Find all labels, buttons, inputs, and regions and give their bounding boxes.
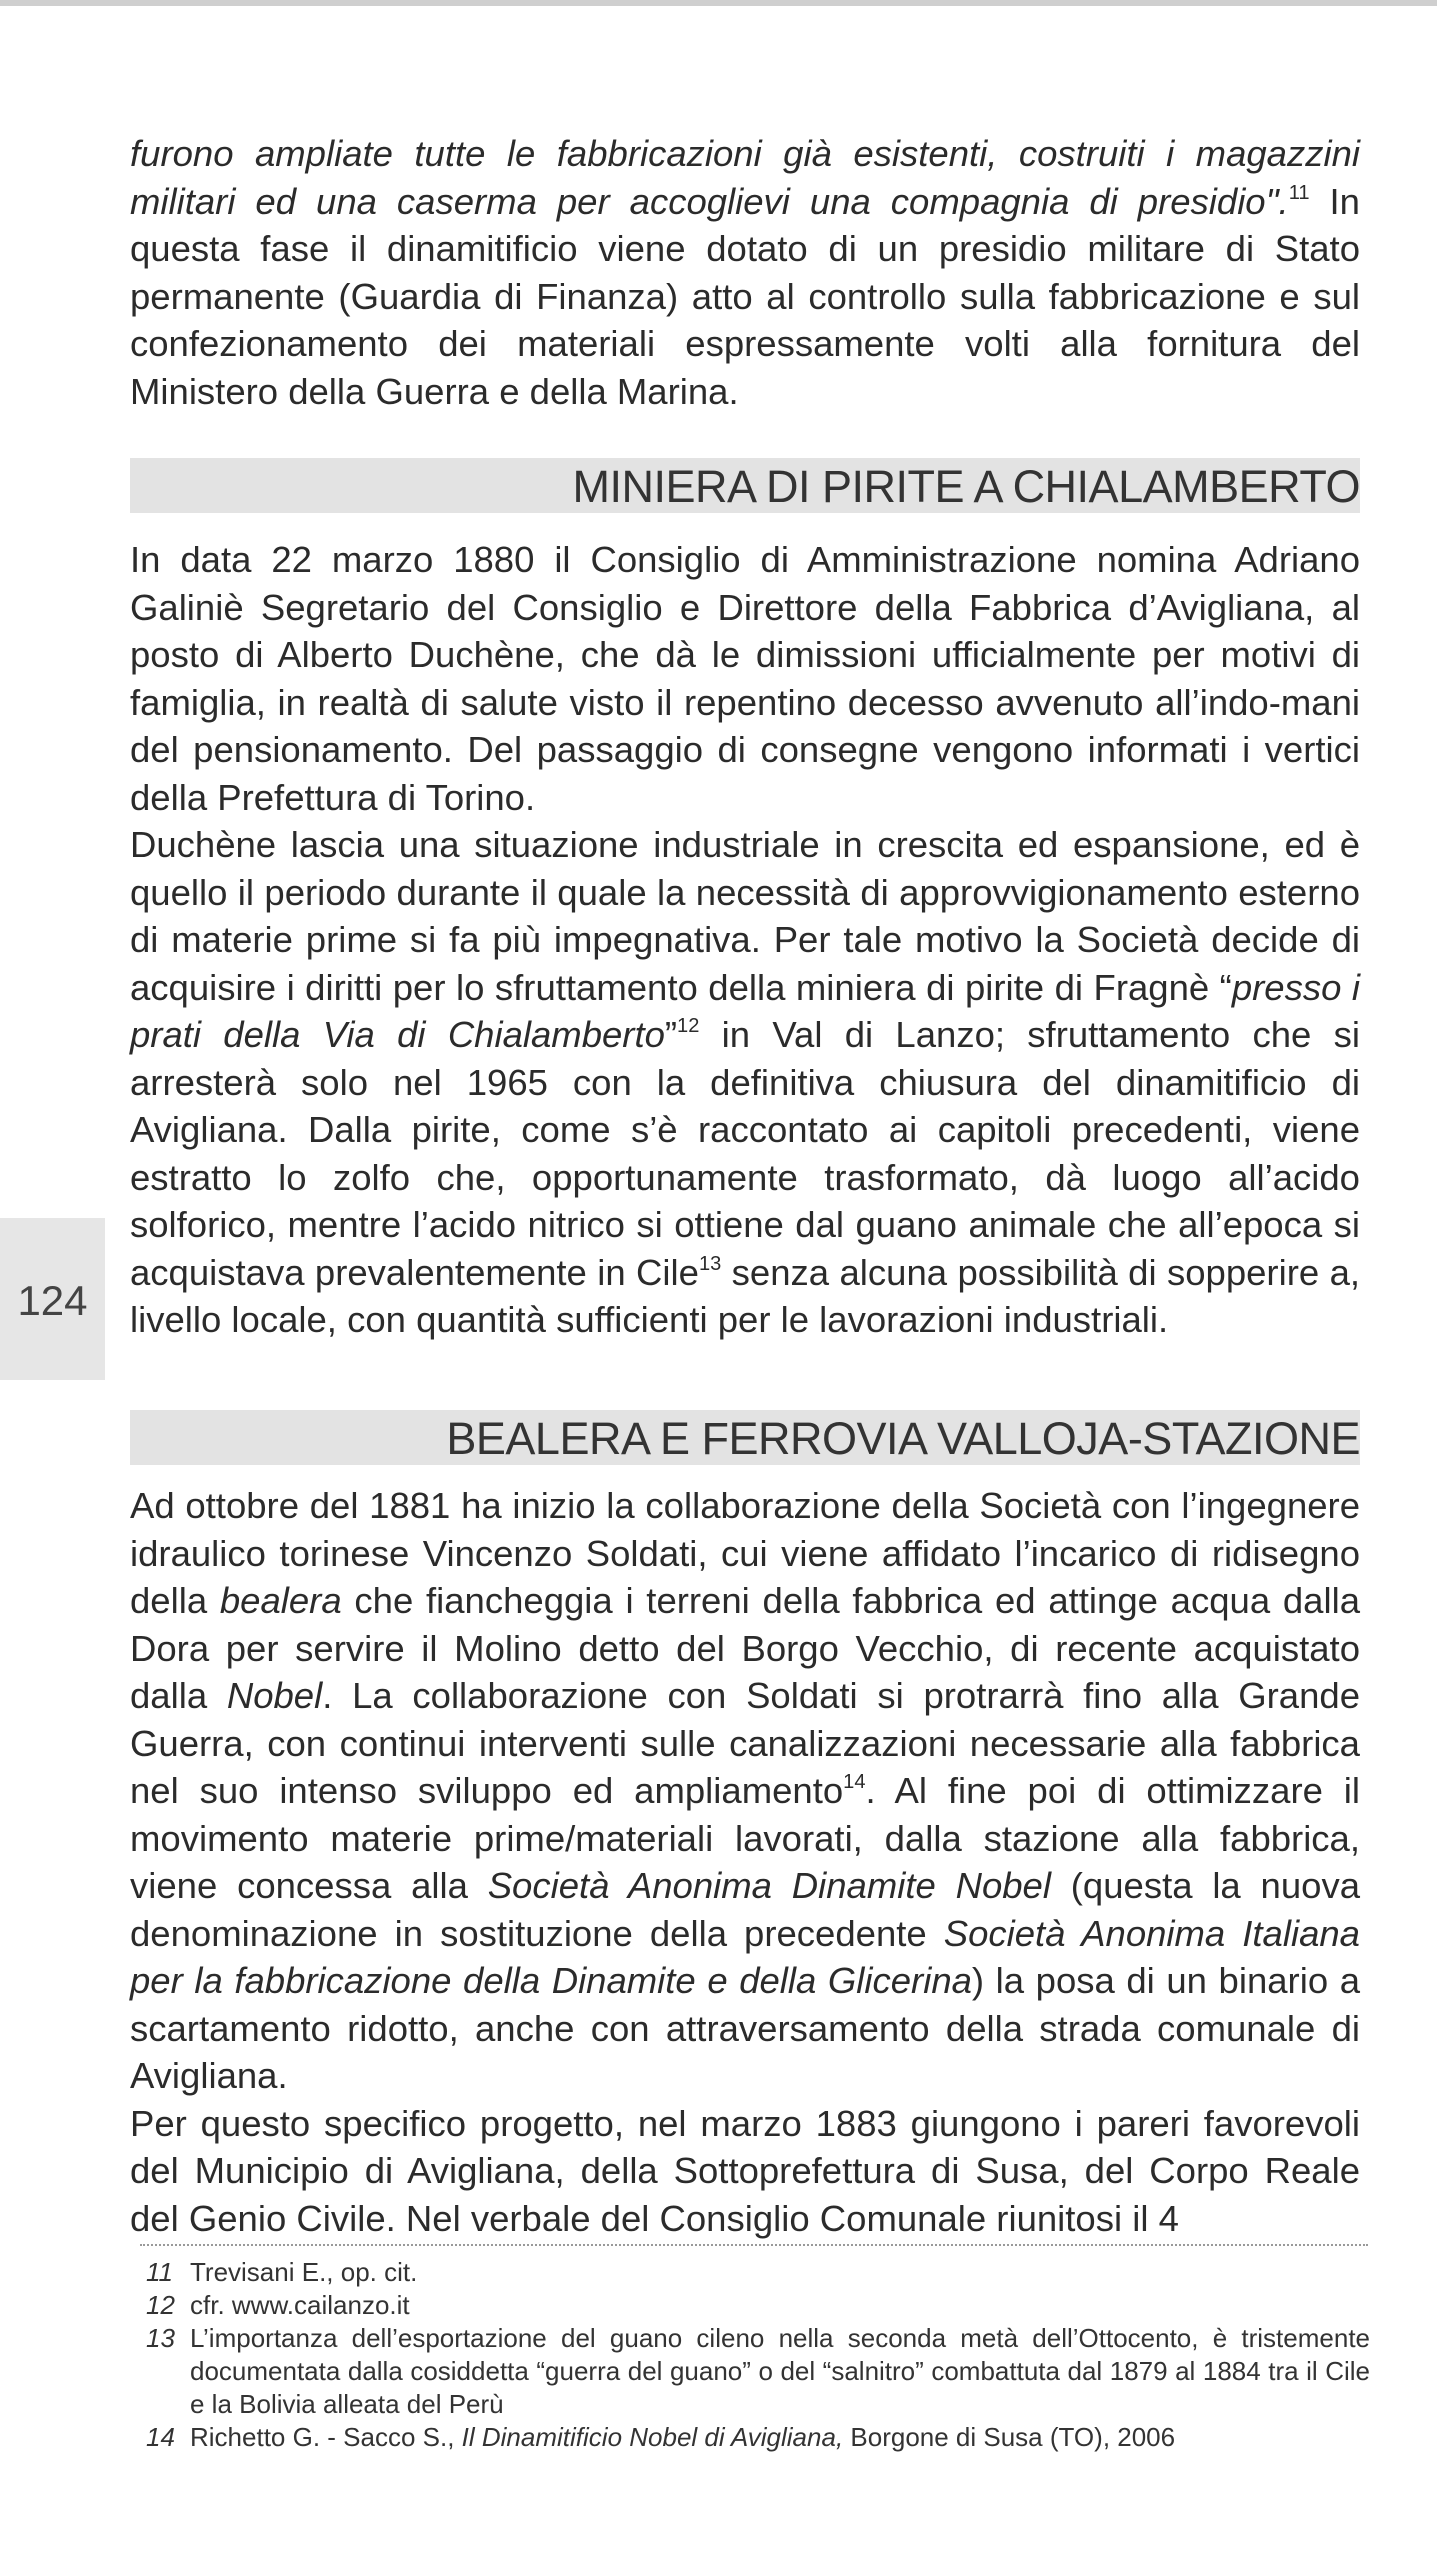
- italic-company-name: Società Anonima Dinamite Nobel: [487, 1865, 1051, 1906]
- footnote-12: 12 cfr. www.cailanzo.it: [146, 2290, 410, 2320]
- section-heading-bealera: BEALERA E FERROVIA VALLOJA-STAZIONE: [130, 1410, 1360, 1465]
- page-number: 124: [17, 1277, 88, 1324]
- section1-body: [130, 536, 1360, 1344]
- italic-nobel: Nobel: [226, 1675, 323, 1716]
- footnotes: [140, 2256, 1370, 2454]
- section1-paragraph-2: Duchène lascia una situazione industriale in crescita ed espansione, ed è quello il periodo durante il quale la necessità di approvvigionamento esterno di materie prime si fa più impegnativa. Per tale motivo la Società decide di acquisire i diritti per lo sfruttamento della miniera di pirite di Fragnè “presso i prati della Via di Chialamberto”$^{12}$ in Val di Lanzo; sfruttamento che si arresterà solo nel 1965 con la definitiva chiusura del dinamitificio di Avigliana. Dalla pirite, come s’è raccontato ai capitoli precedenti, viene estratto lo zolfo che, opportunamente trasformato, dà luogo all’acido solforico, mentre l’acido nitrico si ottiene dal guano animale che all’epoca si acquistava prevalentemente in Cile$^{13}$ senza alcuna possibilità di sopperire a, livello locale, con quantità sufficienti per le lavorazioni industriali.: [130, 824, 1361, 1340]
- footnote-11: 11 Trevisani E., op. cit.: [146, 2257, 418, 2287]
- section2-paragraph-1: Ad ottobre del 1881 ha inizio la collaborazione della Società con l’ingegnere idraulico torinese Vincenzo Soldati, cui viene affidato l’incarico di ridisegno della bealera che fiancheggia i terreni della fabbrica ed attinge acqua dalla Dora per servire il Molino detto del Borgo Vecchio, di recente acquistato dalla Nobel. La collaborazione con Soldati si protrarrà fino alla Grande Guerra, con continui interventi sulle canalizzazioni necessarie alla fabbrica nel suo intenso sviluppo ed ampliamento$^{14}$. Al fine poi di ottimizzare il movimento materie prime/materiali lavorati, dalla stazione alla fabbrica, viene concessa alla Società Anonima Dinamite Nobel (questa la nuova denominazione in sostituzione della precedente Società Anonima Italiana per la fabbricazione della Dinamite e della Glicerina) la posa di un binario a scartamento ridotto, anche con attraversamento della strada comunale di Avigliana.: [130, 1485, 1360, 2096]
- chialamberto-quote: presso i prati della Via di Chialamberto: [130, 966, 1360, 1055]
- footnote-ref-14: 14: [843, 1770, 866, 1793]
- footnote-ref-12: 12: [677, 1014, 700, 1037]
- footnote-13: 13 L’importanza dell’esportazione del guano cileno nella seconda metà dell’Ottocento, è tristemente documentata dalla cosiddetta “guerra del guano” o del “salnitro” combattuta dal 1879 al 1884 tra il Cile e la Bolivia alleata del Perù: [146, 2323, 1370, 2419]
- footnote-14: 14 Richetto G. - Sacco S., Il Dinamitificio Nobel di Avigliana, Borgone di Susa (TO), 2006: [146, 2422, 1176, 2452]
- italic-bealera: bealera: [219, 1580, 342, 1621]
- intro-block: [130, 130, 1360, 415]
- top-edge-line: [0, 0, 1437, 6]
- section-heading-miniera: MINIERA DI PIRITE A CHIALAMBERTO: [130, 458, 1360, 513]
- section1-paragraph-1: In data 22 marzo 1880 il Consiglio di Amministrazione nomina Adriano Galiniè Segretario del Consiglio e Direttore della Fabbrica d’Avigliana, al posto di Alberto Duchène, che dà le dimissioni ufficialmente per motivi di famiglia, in realtà di salute visto il repentino decesso avvenuto all’indo-mani del pensionamento. Del passaggio di consegne vengono informati i vertici della Prefettura di Torino.: [130, 539, 1360, 818]
- intro-paragraph: [130, 130, 1360, 415]
- footnote-ref-11: 11: [1288, 181, 1310, 204]
- intro-quote: furono ampliate tutte le fabbricazioni già esistenti, costruiti i magazzini militari ed una caserma per accoglievi una compagnia di presidio".: [130, 133, 1360, 222]
- intro-text: In questa fase il dinamitificio viene dotato di un presidio militare di Stato permanente (Guardia di Finanza) atto al controllo sulla fabbricazione e sul confezionamento dei materiali espressamente volti alla fornitura del Ministero della Guerra e della Marina.: [130, 180, 1360, 412]
- footnote-ref-13: 13: [698, 1252, 722, 1275]
- section2-paragraph-2: Per questo specifico progetto, nel marzo 1883 giungono i pareri favorevoli del Municipio di Avigliana, della Sottoprefettura di Susa, del Corpo Reale del Genio Civile. Nel verbale del Consiglio Comunale riunitosi il 4: [130, 2102, 1360, 2239]
- footnote-divider: [140, 2244, 1368, 2246]
- italic-previous-name: Società Anonima Italiana per la fabbricazione della Dinamite e della Glicerina: [130, 1912, 1360, 2001]
- section2-body: [130, 1482, 1360, 2242]
